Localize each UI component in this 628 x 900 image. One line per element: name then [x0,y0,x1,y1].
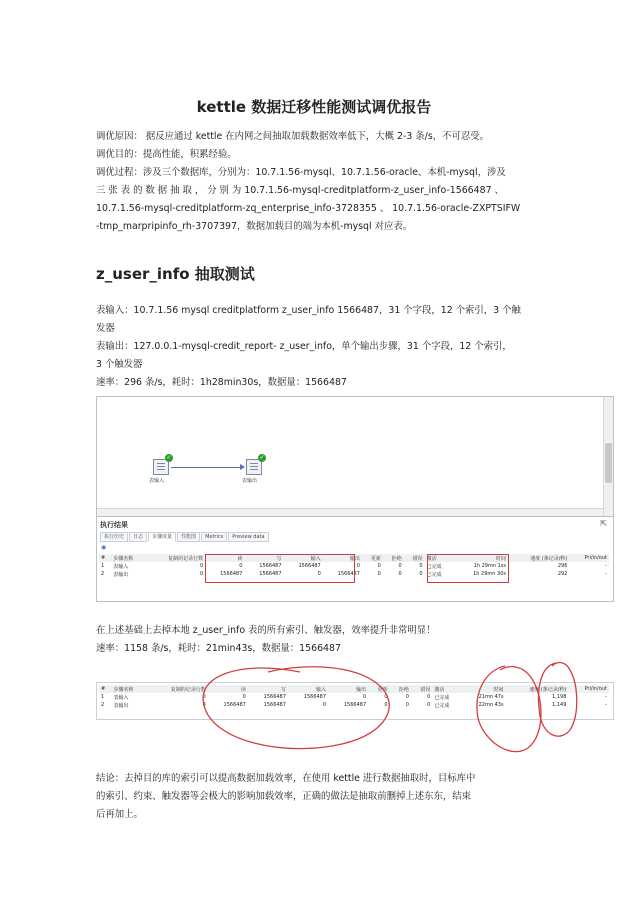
conclusion: 结论：去掉目的库的索引可以提高数据加载效率，在使用 kettle 进行数据抽取时，目标库中 [96,773,476,784]
cell: 0 [419,563,423,569]
step-label-table-output: 表输出 [242,478,258,484]
cell: 21mn 47s [478,694,504,700]
tab-log[interactable]: 日志 [129,532,147,542]
ink-ellipse-time [477,666,541,752]
ink-ellipse-values [203,667,389,749]
table-input-desc: 表输入：10.7.1.56 mysql creditplatform z_user_info 1566487，31 个字段，12 个索引，3 个触 [96,305,521,316]
cell: 2 [101,571,105,577]
col-header: 时间 [453,554,508,562]
cell: 1,198 [552,694,567,700]
col-header: # [99,554,111,562]
col-header: 拒绝 [390,685,411,693]
col-header: 步骤名称 [112,685,149,693]
col-header: 输出 [328,685,368,693]
cell: - [605,563,607,569]
conclusion-line3: 后再加上。 [96,809,143,820]
cell: 0 [322,702,327,708]
table-output-desc: 表输出：127.0.0.1-mysql-credit_report- z_user_info，单个输出步骤，31 个字段，12 个索引， [96,341,512,352]
col-header: 速度 (条记录/秒) [506,685,569,693]
col-header: 读 [205,554,244,562]
col-header: 输入 [288,685,328,693]
col-header: 更新 [368,685,389,693]
maximize-icon[interactable]: ⇱ [600,519,607,528]
tab-performance-graph[interactable]: 性能图 [177,532,200,542]
cell: 1566487 [298,563,321,569]
col-header: 时间 [461,685,505,693]
cell: 表输出 [113,702,129,709]
tab-step-metrics[interactable]: 步骤度量 [148,532,176,542]
optimization-note: 在上述基础上去掉本地 z_user_info 表的所有索引、触发器，效率提升非常明显！ [96,625,436,636]
cell: 表输入 [113,563,129,570]
rate-line-2: 速率：1158 条/s，耗时：21min43s，数据量：1566487 [96,643,341,654]
cell: 0 [398,571,402,577]
cell: 0 [317,571,321,577]
tab-preview-data[interactable]: Preview data [228,532,268,542]
cell: 0 [384,694,388,700]
col-header: 拒绝 [383,554,404,562]
col-header: 读 [208,685,248,693]
intro-process: 调优过程：涉及三个数据库，分别为：10.7.1.56-mysql、10.7.1.56-oracle、本机-mysql，涉及 [96,167,506,178]
cell: 0 [200,563,204,569]
col-header: 复制的记录行数 [147,554,205,562]
cell: 0 [200,571,204,577]
cell: 已完成 [426,571,442,578]
cell: 0 [356,563,360,569]
cell: 已完成 [426,563,442,570]
cell: 1,149 [552,702,567,708]
cell: 0 [398,563,402,569]
cell: 0 [239,563,243,569]
col-header: Pri/in/out [569,554,609,562]
step-label-table-input: 表输入 [149,478,165,484]
col-header: Pri/in/out [568,685,609,693]
cell: 1566487 [263,694,286,700]
cell: - [605,702,607,708]
table-input-desc-cont: 发器 [96,323,115,334]
cell: 1566487 [303,694,327,700]
tab-execution-history[interactable]: 执行历史 [100,532,128,542]
cell: 0 [405,694,409,700]
doc-title: kettle 数据迁移性能测试调优报告 [196,98,432,116]
cell: 1 [101,563,105,569]
check-icon: ✓ [166,454,172,461]
check-icon: ✓ [259,454,265,461]
tab-metrics[interactable]: Metrics [201,532,227,542]
cell: 0 [377,571,381,577]
cell: 0 [362,694,367,700]
intro-process-line2: 三 张 表 的 数 据 抽 取 ， 分 别 为 10.7.1.56-mysql-creditplatform-z_user_info-1566487 、 [96,185,504,196]
cell: 表输出 [113,571,129,578]
cell: 0 [242,694,246,700]
col-header: 复制的记录行数 [148,685,208,693]
cell: - [605,571,607,577]
col-header: 激活 [425,554,453,562]
cell: 1566487 [220,571,243,577]
col-header: 速度 (条记录/秒) [508,554,569,562]
cell: - [605,694,607,700]
cell: 1566487 [337,571,360,577]
cell: 已完成 [434,694,450,701]
col-header: # [99,685,112,693]
col-header: 写 [248,685,288,693]
intro-process-line3: 10.7.1.56-mysql-creditplatform-zq_enterprise_info-3728355 、 10.7.1.56-oracle-ZXPTSIFW [96,203,521,214]
col-header: 激活 [432,685,461,693]
cell: 1h 29mn 1ss [473,563,506,569]
eye-icon[interactable]: ◉ [101,544,107,551]
cell: 22mn 43s [478,702,504,708]
cell: 2 [101,702,105,708]
cell: 1566487 [259,563,282,569]
cell: 0 [427,702,431,708]
cell: 0 [202,702,206,708]
cell: 1566487 [259,571,282,577]
panel-title: 执行结果 [100,521,128,529]
ink-ellipse-speed [539,663,577,737]
col-header: 错误 [411,685,432,693]
col-header: 错误 [404,554,425,562]
cell: 0 [405,702,409,708]
cell: 0 [377,563,381,569]
section1-heading: z_user_info 抽取测试 [96,265,255,283]
cell: 292 [557,571,568,577]
col-header: 更新 [362,554,383,562]
col-header: 步骤名称 [111,554,147,562]
conclusion-line2: 的索引、约束、触发器等会极大的影响加载效率，正确的做法是抽取前删掉上述东东，结束 [96,791,472,802]
cell: 0 [419,571,423,577]
col-header: 写 [244,554,283,562]
cell: 1566487 [343,702,367,708]
intro-process-line4: -tmp_marpripinfo_rh-3707397，数据加载目的端为本机-mysql 对应表。 [96,221,413,232]
rate-line-1: 速率：296 条/s，耗时：1h28min30s，数据量：1566487 [96,377,347,388]
cell: 1566487 [263,702,286,708]
cell: 表输入 [113,694,129,701]
cell: 0 [202,694,206,700]
col-header: 输入 [284,554,323,562]
intro-goal: 调优目的：提高性能，积累经验。 [96,149,237,160]
intro-reason: 调优原因： 据反应通过 kettle 在内网之间抽取加载数据效率低下，大概 2-3 条/s，不可忍受。 [96,131,489,142]
cell: 已完成 [434,702,450,709]
cell: 0 [427,694,431,700]
cell: 1h 29mn 30s [473,571,506,577]
col-header: 输出 [323,554,362,562]
cell: 1 [101,694,105,700]
table-output-desc-cont: 3 个触发器 [96,359,143,370]
cell: 0 [384,702,388,708]
cell: 296 [557,563,568,569]
cell: 1566487 [223,702,246,708]
